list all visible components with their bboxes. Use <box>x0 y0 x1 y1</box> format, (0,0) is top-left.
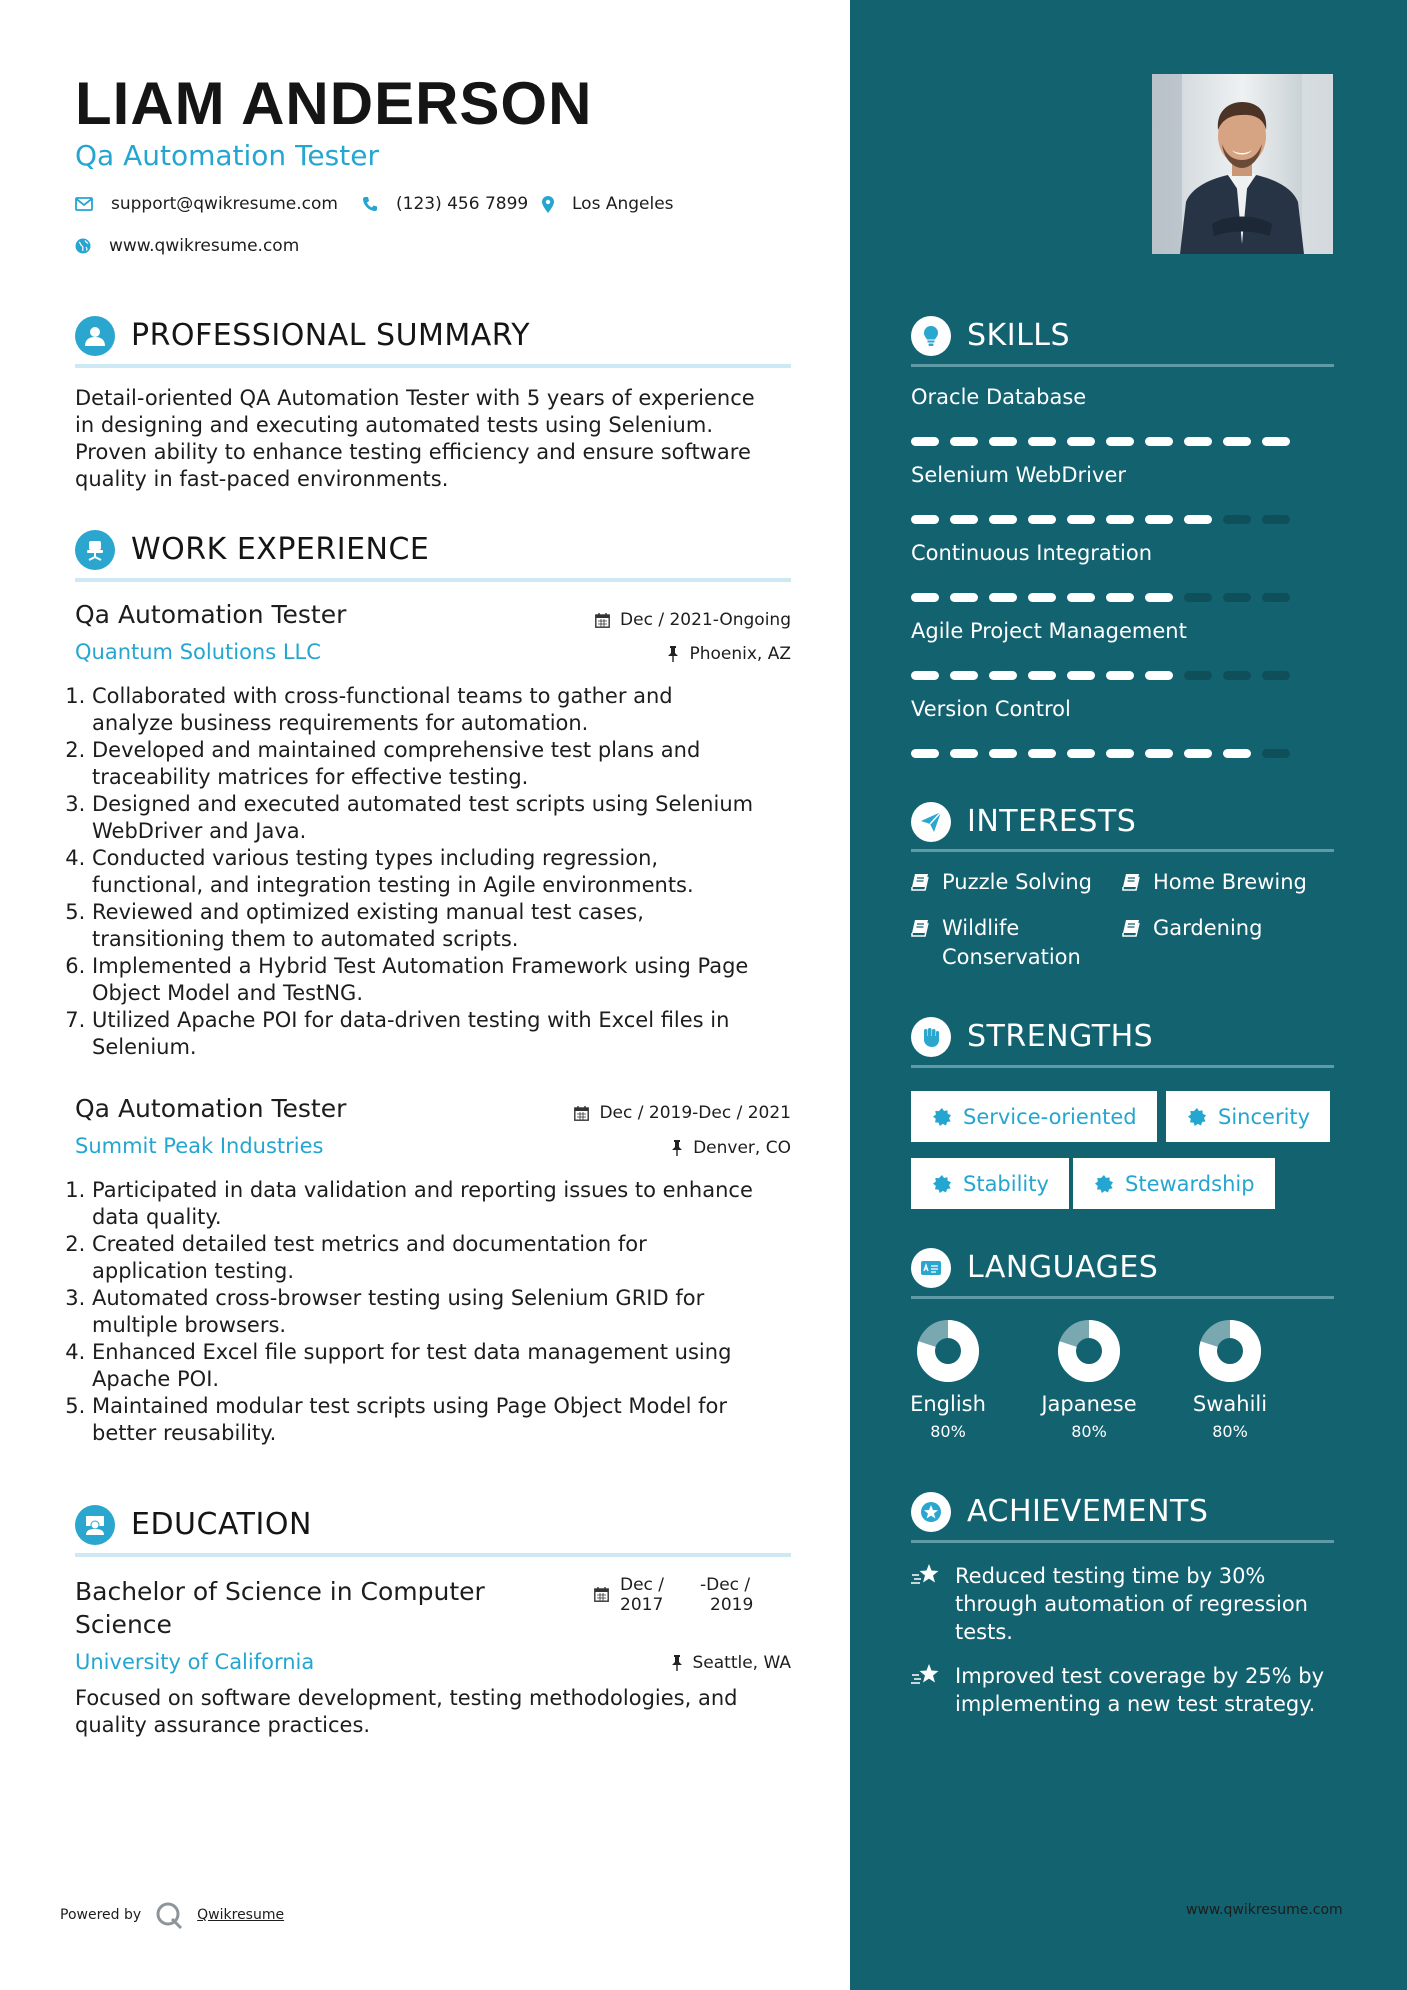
footer-url[interactable]: www.qwikresume.com <box>1186 1902 1343 1918</box>
education-title: EDUCATION <box>131 1507 312 1542</box>
skill-level-segment <box>1028 437 1056 446</box>
interest-item <box>1122 868 1307 897</box>
skill-level-segment <box>989 749 1017 758</box>
skill-level-segment <box>950 749 978 758</box>
responsibility-item: 1. Participated in data validation and reporting issues to enhance data quality. <box>92 1177 842 1231</box>
skill-level-segment <box>950 671 978 680</box>
map-pin-icon <box>542 196 554 213</box>
interest-label: Wildlife <box>942 916 1020 940</box>
globe-icon <box>75 238 91 254</box>
summary-heading <box>75 311 530 361</box>
achievement-item <box>911 1562 1345 1646</box>
education-description-line: Focused on software development, testing methodologies, and <box>75 1686 738 1710</box>
summary-divider <box>75 364 791 368</box>
skill-level-segment <box>1184 593 1212 602</box>
summary-line: in designing and executing automated tests using Selenium. <box>75 413 713 437</box>
summary-line: quality in fast-paced environments. <box>75 467 449 491</box>
book-icon <box>911 919 929 937</box>
skill-level-segment <box>950 515 978 524</box>
education-location <box>671 1652 792 1674</box>
language-level-donut <box>916 1319 980 1383</box>
skill-level-segment <box>1223 593 1251 602</box>
skill-level-segment <box>1223 437 1251 446</box>
job-dates-text: Dec / 2021-Ongoing <box>620 610 791 630</box>
qwikresume-logo-icon <box>155 1901 185 1929</box>
achievement-text: Improved test coverage by 25% by implementing a new test strategy. <box>955 1664 1325 1716</box>
skill-level-segment <box>1067 515 1095 524</box>
powered-by-text: Powered by <box>60 1907 142 1923</box>
job-dates <box>574 1102 791 1124</box>
email-text: support@qwikresume.com <box>111 194 338 214</box>
education-location-text: Seattle, WA <box>692 1653 791 1673</box>
badge-star-icon <box>1188 1108 1206 1126</box>
qwikresume-link[interactable]: Qwikresume <box>197 1907 285 1923</box>
language-level-donut <box>1057 1319 1121 1383</box>
user-icon <box>75 316 115 356</box>
interest-label: Gardening <box>1153 916 1263 940</box>
strength-badge <box>911 1091 1157 1142</box>
badge-star-icon <box>1095 1175 1113 1193</box>
education-description <box>75 1685 835 1739</box>
skill-level-segment <box>1145 749 1173 758</box>
skill-level-segment <box>989 671 1017 680</box>
degree-line: Science <box>75 1610 172 1639</box>
education-end-date <box>700 1575 753 1615</box>
job-dates <box>595 609 791 631</box>
company-name: Quantum Solutions LLC <box>75 640 321 664</box>
skills-divider <box>911 364 1334 367</box>
responsibility-item: 4. Conducted various testing types including regression, functional, and integration testing in Agile environments. <box>92 845 842 899</box>
languages-title: LANGUAGES <box>967 1250 1159 1285</box>
language-name: Japanese <box>1041 1392 1137 1416</box>
skill-level-segment <box>911 671 939 680</box>
skill-level-segment <box>1145 671 1173 680</box>
skill-level-segment <box>989 593 1017 602</box>
interest-item <box>1122 914 1262 943</box>
job-responsibilities <box>52 683 842 1061</box>
interest-item <box>911 868 1092 897</box>
start-month: Dec / <box>620 1575 665 1595</box>
email-contact[interactable] <box>75 193 338 215</box>
languages-heading <box>911 1243 1158 1293</box>
job-location <box>667 643 791 665</box>
skill-level-bar <box>911 437 1301 446</box>
skill-level-segment <box>911 749 939 758</box>
lightbulb-icon <box>911 316 951 356</box>
summary-line: Detail-oriented QA Automation Tester with 5 years of experience <box>75 386 755 410</box>
skill-level-segment <box>1028 671 1056 680</box>
shooting-star-icon <box>911 1562 941 1588</box>
skill-level-segment <box>1262 671 1290 680</box>
achievements-divider <box>911 1540 1334 1543</box>
calendar-icon <box>595 613 610 628</box>
calendar-icon <box>594 1587 609 1602</box>
skill-level-segment <box>1106 515 1134 524</box>
skill-name: Agile Project Management <box>911 619 1187 643</box>
strength-label: Stewardship <box>1125 1171 1255 1196</box>
calendar-icon <box>574 1106 589 1121</box>
pushpin-icon <box>671 1655 683 1671</box>
skill-level-segment <box>911 437 939 446</box>
star-badge-icon <box>911 1492 951 1532</box>
responsibility-item: 3. Automated cross-browser testing using Selenium GRID for multiple browsers. <box>92 1285 842 1339</box>
skill-level-segment <box>1067 437 1095 446</box>
skill-level-segment <box>1184 437 1212 446</box>
achievement-text: Reduced testing time by 30% through automation of regression tests. <box>955 1564 1308 1644</box>
skill-name: Selenium WebDriver <box>911 463 1126 487</box>
badge-star-icon <box>933 1175 951 1193</box>
responsibility-item: 5. Maintained modular test scripts using Page Object Model for better reusability. <box>92 1393 842 1447</box>
skill-level-segment <box>1028 515 1056 524</box>
experience-heading <box>75 525 429 575</box>
skill-level-segment <box>1067 671 1095 680</box>
language-percent: 80% <box>930 1422 966 1441</box>
interests-divider <box>911 849 1334 852</box>
job-location-text: Phoenix, AZ <box>689 644 791 664</box>
skill-level-segment <box>989 437 1017 446</box>
strength-label: Sincerity <box>1218 1104 1311 1129</box>
start-year: 2017 <box>620 1595 664 1615</box>
skill-level-segment <box>1262 749 1290 758</box>
language-name: Swahili <box>1192 1392 1268 1416</box>
responsibility-item: 7. Utilized Apache POI for data-driven testing with Excel files in Selenium. <box>92 1007 842 1061</box>
skill-level-segment <box>1106 593 1134 602</box>
interest-label: Puzzle Solving <box>942 870 1092 894</box>
candidate-name: LIAM ANDERSON <box>75 70 593 137</box>
footer-powered-by <box>60 1901 284 1929</box>
graduate-icon <box>75 1505 115 1545</box>
job-title: Qa Automation Tester <box>75 1094 347 1123</box>
fist-icon <box>911 1017 951 1057</box>
candidate-role: Qa Automation Tester <box>75 139 379 172</box>
skills-heading <box>911 311 1070 361</box>
skill-name: Continuous Integration <box>911 541 1152 565</box>
responsibility-item: 2. Developed and maintained comprehensive test plans and traceability matrices for effective testing. <box>92 737 842 791</box>
profile-photo <box>1152 74 1333 254</box>
website-contact[interactable] <box>75 235 299 257</box>
summary-title: PROFESSIONAL SUMMARY <box>131 318 531 353</box>
skill-level-segment <box>1028 593 1056 602</box>
degree-line: Bachelor of Science in Computer <box>75 1577 485 1606</box>
skill-name: Version Control <box>911 697 1071 721</box>
phone-contact[interactable] <box>362 193 528 215</box>
responsibility-item: 2. Created detailed test metrics and documentation for application testing. <box>92 1231 842 1285</box>
languages-divider <box>911 1296 1334 1299</box>
skill-level-segment <box>1145 593 1173 602</box>
strength-label: Stability <box>963 1171 1049 1196</box>
skill-level-segment <box>1262 593 1290 602</box>
school-name: University of California <box>75 1650 315 1674</box>
degree-title <box>75 1575 485 1641</box>
skill-level-bar <box>911 515 1301 524</box>
education-description-line: quality assurance practices. <box>75 1713 371 1737</box>
book-icon <box>1122 919 1140 937</box>
achievements-title: ACHIEVEMENTS <box>967 1494 1209 1529</box>
website-text: www.qwikresume.com <box>109 236 300 256</box>
summary-line: Proven ability to enhance testing efficiency and ensure software <box>75 440 751 464</box>
responsibility-item: 4. Enhanced Excel file support for test data management using Apache POI. <box>92 1339 842 1393</box>
achievement-item <box>911 1662 1345 1718</box>
skill-level-segment <box>1067 593 1095 602</box>
skill-level-segment <box>1184 671 1212 680</box>
skill-level-segment <box>950 593 978 602</box>
experience-divider <box>75 578 791 582</box>
interest-item: Wildlife Conservation <box>911 914 1081 972</box>
envelope-icon <box>75 197 93 211</box>
pushpin-icon <box>667 646 679 662</box>
strength-badge <box>1073 1158 1275 1209</box>
job-responsibilities <box>52 1177 842 1447</box>
skill-level-segment <box>911 515 939 524</box>
skill-level-segment <box>1106 437 1134 446</box>
language-percent: 80% <box>1212 1422 1248 1441</box>
chair-icon <box>75 530 115 570</box>
skill-level-segment <box>1223 749 1251 758</box>
skill-level-segment <box>1262 437 1290 446</box>
book-icon <box>911 873 929 891</box>
strengths-title: STRENGTHS <box>967 1019 1154 1054</box>
end-month: -Dec / <box>700 1575 751 1595</box>
skill-level-bar <box>911 749 1301 758</box>
skill-level-segment <box>1028 749 1056 758</box>
language-level-donut <box>1198 1319 1262 1383</box>
interests-heading <box>911 797 1136 847</box>
skill-level-segment <box>989 515 1017 524</box>
pushpin-icon <box>671 1140 683 1156</box>
responsibility-item: 1. Collaborated with cross-functional teams to gather and analyze business requirements for automation. <box>92 683 842 737</box>
phone-icon <box>362 196 378 212</box>
summary-text <box>75 385 835 493</box>
shooting-star-icon <box>911 1662 941 1688</box>
profile-photo-image <box>1152 74 1333 254</box>
job-title: Qa Automation Tester <box>75 600 347 629</box>
job-location-text: Denver, CO <box>693 1138 791 1158</box>
skill-level-segment <box>1262 515 1290 524</box>
job-location <box>671 1137 791 1159</box>
responsibility-item: 6. Implemented a Hybrid Test Automation Framework using Page Object Model and TestNG. <box>92 953 842 1007</box>
skill-level-segment <box>1067 749 1095 758</box>
location-text: Los Angeles <box>572 194 674 214</box>
company-name: Summit Peak Industries <box>75 1134 324 1158</box>
skill-level-segment <box>1223 515 1251 524</box>
skill-name: Oracle Database <box>911 385 1087 409</box>
strengths-heading <box>911 1012 1153 1062</box>
skill-level-bar <box>911 671 1301 680</box>
paper-plane-icon <box>911 802 951 842</box>
responsibility-item: 5. Reviewed and optimized existing manual test cases, transitioning them to automated scripts. <box>92 899 842 953</box>
strengths-divider <box>911 1065 1334 1068</box>
education-divider <box>75 1553 791 1557</box>
interests-title: INTERESTS <box>967 804 1137 839</box>
skill-level-segment <box>1223 671 1251 680</box>
strength-badge <box>911 1158 1069 1209</box>
skill-level-segment <box>1184 515 1212 524</box>
skill-level-segment <box>1184 749 1212 758</box>
strength-label: Service-oriented <box>963 1104 1137 1129</box>
skill-level-segment <box>911 593 939 602</box>
end-year: 2019 <box>710 1595 754 1615</box>
skill-level-bar <box>911 593 1301 602</box>
language-percent: 80% <box>1071 1422 1107 1441</box>
skill-level-segment <box>1106 671 1134 680</box>
book-icon <box>1122 873 1140 891</box>
language-card-icon <box>911 1248 951 1288</box>
skill-level-segment <box>1106 749 1134 758</box>
badge-star-icon <box>933 1108 951 1126</box>
job-dates-text: Dec / 2019-Dec / 2021 <box>599 1103 791 1123</box>
skill-level-segment <box>1145 515 1173 524</box>
achievements-heading <box>911 1487 1208 1537</box>
phone-text: (123) 456 7899 <box>396 194 529 214</box>
language-name: English <box>910 1392 986 1416</box>
location-contact <box>542 193 674 215</box>
skill-level-segment <box>1145 437 1173 446</box>
responsibility-item: 3. Designed and executed automated test scripts using Selenium WebDriver and Java. <box>92 791 842 845</box>
skill-level-segment <box>950 437 978 446</box>
education-start-date <box>620 1575 664 1615</box>
education-heading <box>75 1500 312 1550</box>
interest-label: Home Brewing <box>1153 870 1307 894</box>
strength-badge <box>1166 1091 1330 1142</box>
skills-title: SKILLS <box>967 318 1071 353</box>
experience-title: WORK EXPERIENCE <box>131 532 430 567</box>
